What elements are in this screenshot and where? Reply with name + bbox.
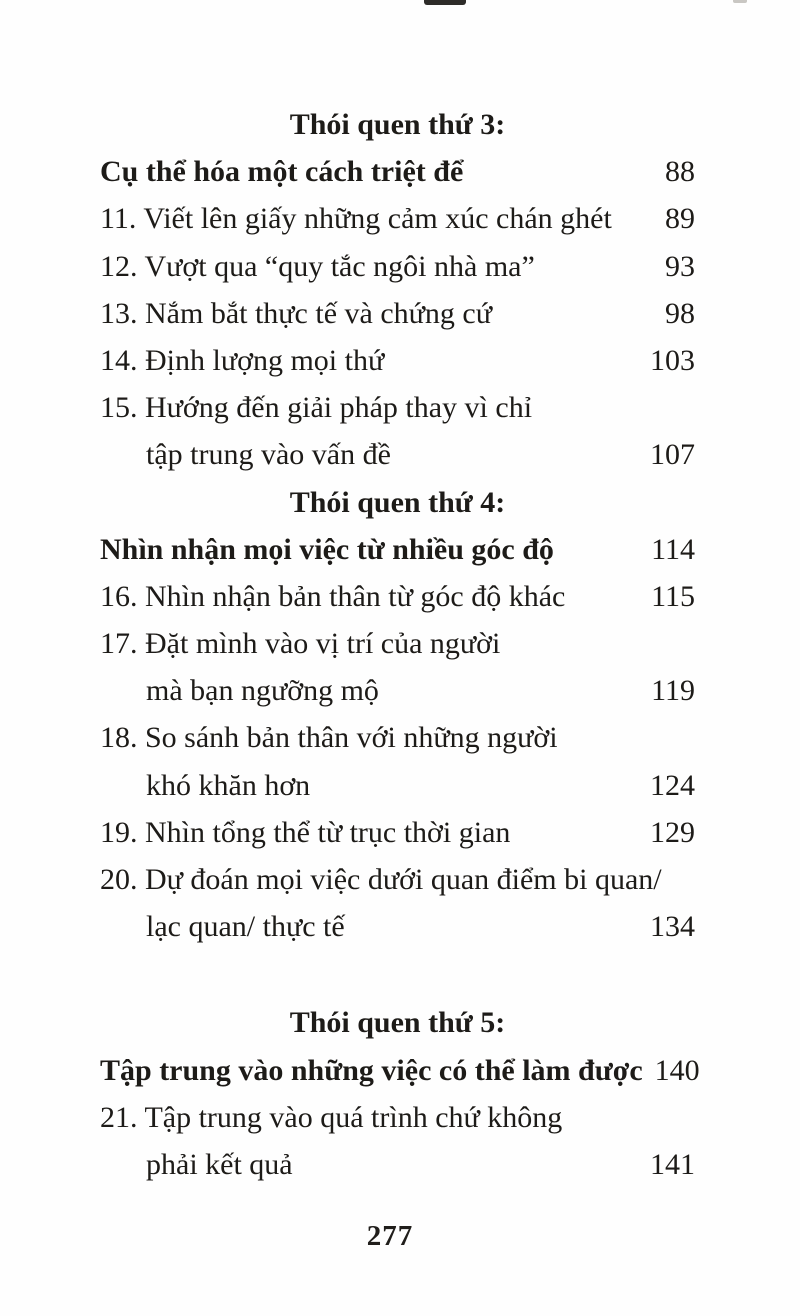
toc-entry-page: 141 — [650, 1147, 695, 1181]
toc-entry-text: 21. Tập trung vào quá trình chứ không — [100, 1100, 563, 1134]
toc-entry-page: 140 — [654, 1053, 700, 1087]
toc-row — [100, 714, 695, 761]
toc-row — [100, 573, 695, 620]
toc-row — [100, 856, 695, 903]
toc-entry-text: tập trung vào vấn đề — [146, 438, 391, 472]
toc-row — [100, 243, 695, 290]
toc-row — [100, 903, 695, 950]
toc-entry-text: 11. Viết lên giấy những cảm xúc chán ghét — [100, 202, 612, 236]
toc-entry-page: 89 — [665, 202, 695, 236]
toc-entry-text: Tập trung vào những việc có thể làm được — [100, 1053, 643, 1087]
toc-entry-page: 114 — [651, 532, 695, 566]
toc-entry-page: 103 — [650, 343, 695, 377]
toc-entry-text: Thói quen thứ 3: — [289, 108, 506, 141]
toc-list — [100, 101, 700, 1188]
toc-entry-page: 98 — [665, 296, 695, 330]
toc-entry-text: 14. Định lượng mọi thứ — [100, 343, 385, 377]
toc-row — [100, 1141, 695, 1188]
toc-entry-page: 115 — [651, 579, 695, 613]
toc-row — [100, 999, 695, 1046]
toc-entry-text: 12. Vượt qua “quy tắc ngôi nhà ma” — [100, 249, 535, 283]
toc-row — [100, 384, 695, 431]
toc-entry-page: 134 — [650, 910, 695, 944]
toc-row — [100, 337, 695, 384]
toc-row — [100, 762, 695, 809]
toc-entry-text: 20. Dự đoán mọi việc dưới quan điểm bi quan/ — [100, 863, 662, 896]
toc-entry-page: 107 — [650, 438, 695, 472]
toc-entry-text: Thói quen thứ 5: — [289, 1006, 506, 1040]
toc-row — [100, 1047, 700, 1094]
toc-row — [100, 667, 695, 714]
page-number-footer: 277 — [366, 1220, 414, 1252]
toc-entry-text: 13. Nắm bắt thực tế và chứng cứ — [100, 296, 492, 330]
toc-entry-text: Cụ thể hóa một cách triệt để — [100, 155, 464, 189]
toc-entry-text: 17. Đặt mình vào vị trí của người — [100, 627, 501, 661]
toc-entry-text: khó khăn hơn — [146, 768, 311, 802]
toc-row — [100, 101, 695, 148]
toc-entry-text: phải kết quả — [146, 1147, 293, 1181]
toc-row — [100, 1094, 695, 1141]
toc-row — [100, 290, 695, 337]
toc-entry-text: lạc quan/ thực tế — [146, 910, 345, 944]
toc-entry-page: 93 — [665, 249, 695, 283]
scan-artifact — [424, 0, 466, 5]
toc-entry-text: 18. So sánh bản thân với những người — [100, 721, 558, 755]
toc-row — [100, 195, 695, 242]
toc-entry-page: 124 — [650, 768, 695, 802]
toc-entry-text: Nhìn nhận mọi việc từ nhiều góc độ — [100, 532, 554, 566]
toc-entry-page: 119 — [651, 674, 695, 708]
toc-entry-text: 15. Hướng đến giải pháp thay vì chỉ — [100, 391, 533, 425]
toc-row — [100, 431, 695, 478]
toc-row — [100, 620, 695, 667]
toc-row — [100, 526, 695, 573]
toc-row — [100, 479, 695, 526]
toc-row — [100, 148, 695, 195]
toc-entry-page: 129 — [650, 815, 695, 849]
toc-entry-text: Thói quen thứ 4: — [289, 485, 506, 519]
toc-entry-text: 16. Nhìn nhận bản thân từ góc độ khác — [100, 579, 566, 613]
toc-row — [100, 809, 695, 856]
toc-entry-page: 88 — [665, 155, 695, 189]
toc-entry-text: 19. Nhìn tổng thể từ trục thời gian — [100, 815, 511, 849]
scan-artifact — [733, 0, 747, 3]
toc-entry-text: mà bạn ngưỡng mộ — [146, 674, 379, 708]
